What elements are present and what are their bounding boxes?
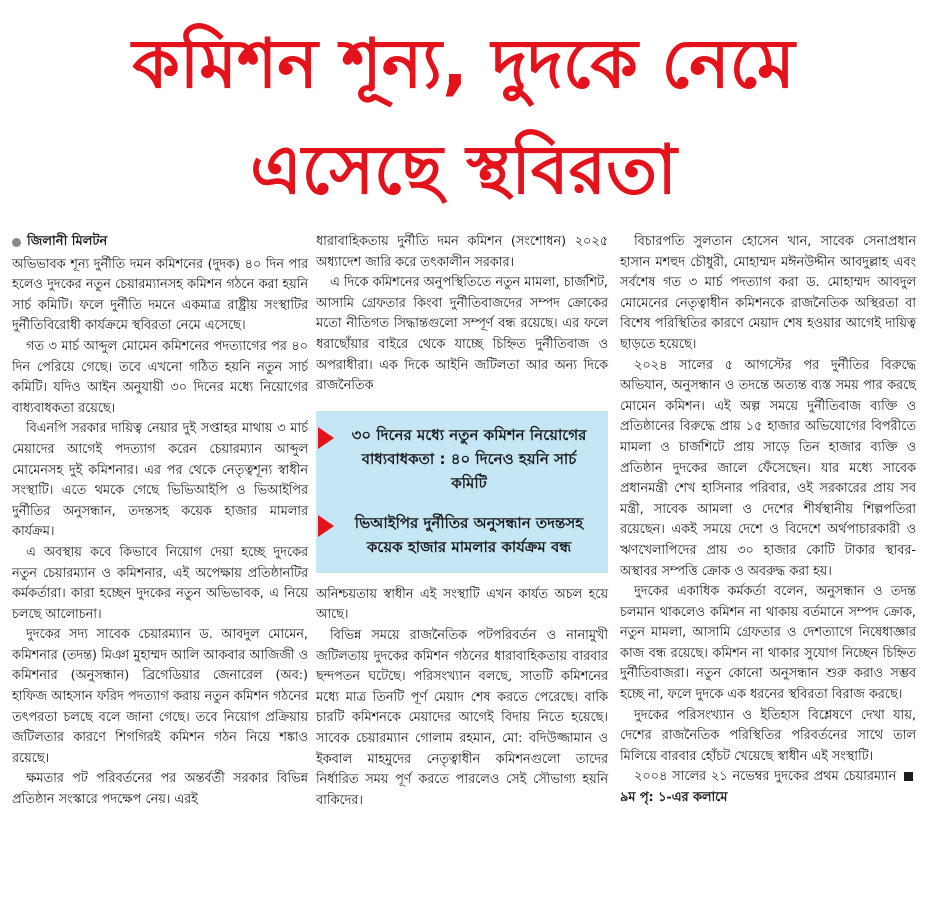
paragraph-text: ২০০৪ সালের ২১ নভেম্বর দুদকের প্রথম চেয়ারম্যান (634, 769, 897, 785)
paragraph: ক্ষমতার পট পরিবর্তনের পর অন্তর্বর্তী সরকার বিভিন্ন প্রতিষ্ঠান সংস্কারে পদক্ষেপ নেয়। এরই (12, 771, 308, 808)
continued-on-label: ৯ম পৃ: ১-এর কলামে (620, 790, 728, 806)
paragraph: দুদকের একাধিক কর্মকর্তা বলেন, অনুসন্ধান ও তদন্ত চলমান থাকলেও কমিশন না থাকায় বর্তমানে সম্পদ ক্রোক, নতুন মামলা, আসামি গ্রেফতার ও দেশত্যাগে নিষেধাজ্ঞার কাজ বন্ধ রয়েছে। কমিশন না থাকার সুযোগ নিচ্ছেন চিহ্নিত দুর্নীতিবাজরা। নতুন কোনো অনুসন্ধান শুরু করাও সম্ভব হচ্ছে না, ফলে দুদকে এক ধরনের স্থবিরতা বিরাজ করছে। (620, 584, 916, 703)
paragraph: বিচারপতি সুলতান হোসেন খান, সাবেক সেনাপ্রধান হাসান মশহুদ চৌধুরী, মোহাম্মদ মঈনউদ্দীন আবদুল্লাহ এবং সর্বশেষ গত ৩ মার্চ পদত্যাগ করা ড. মোহাম্মদ আবদুল মোমেনের নেতৃত্বাধীন কমিশনকে রাজনৈতিক অস্থিরতা বা বিশেষ পরিস্থিতির কারণে মেয়াদ শেষ হওয়ার আগেই দায়িত্ব ছাড়তে হয়েছে। (620, 234, 916, 352)
headline-line-2: এসেছে স্থবিরতা (250, 131, 677, 210)
pull-quote (344, 511, 594, 559)
paragraph: বিএনপি সরকার দায়িত্ব নেয়ার দুই সপ্তাহর মাথায় ৩ মার্চ মেয়াদের আগেই পদত্যাগ করেন চেয়ারম্যান আব্দুল মোমেনসহ দুই কমিশনার। এর পর থেকে নেতৃত্বশূন্য স্বাধীন সংস্থাটি। এতে থমকে গেছে ভিভিআইপি ও ভিআইপির দুর্নীতির অনুসন্ধান, তদন্তসহ কয়েক হাজার মামলার কার্যক্রম। (12, 421, 308, 540)
paragraph: বিভিন্ন সময়ে রাজনৈতিক পটপরিবর্তন ও নানামুখী জটিলতায় দুদকের কমিশন গঠনের ধারাবাহিকতায় বারবার ছন্দপতন ঘটেছে। পরিসংখ্যান বলছে, সাতটি কমিশনের মধ্যে মাত্র তিনটি পূর্ণ মেয়াদ শেষ করতে পেরেছে। বাকি চারটি কমিশনকে মেয়াদের আগেই বিদায় নিতে হয়েছে। সাবেক চেয়ারম্যান গোলাম রহমান, মো: বদিউজ্জামান ও ইকবাল মাহমুদের নেতৃত্বাধীন কমিশনগুলো তাদের নির্ধারিত সময় পূর্ণ করতে পারলেও সেই সৌভাগ্য হয়নি বাকিদের। (316, 627, 608, 808)
article-column-2 (316, 232, 608, 811)
byline-author: জিলানী মিলটন (27, 234, 108, 249)
paragraph: অভিভাবক শূন্য দুর্নীতি দমন কমিশনের (দুদক) ৪০ দিন পার হলেও দুদকের নতুন চেয়ারম্যানসহ কমিশন গঠনে করা হয়নি সার্চ কমিটি। ফলে দুর্নীতি দমনে একমাত্র রাষ্ট্রীয় সংস্থাটির দুর্নীতিবিরোধী কার্যক্রমে স্থবিরতা নেমে এসেছে। (12, 256, 308, 334)
square-marker-icon (904, 772, 913, 781)
paragraph-with-jump (620, 767, 916, 808)
pull-quote-box (316, 411, 608, 573)
paragraph: এ অবস্থায় কবে কিভাবে নিয়োগ দেয়া হচ্ছে দুদকের নতুন চেয়ারম্যান ও কমিশনার, এই অপেক্ষায় প্রতিষ্ঠানটির কর্মকর্তারা। কারা হচ্ছেন দুদকের নতুন অভিভাবক, এ নিয়ে চলছে আলোচনা। (12, 544, 308, 622)
triangle-marker-icon (318, 427, 334, 449)
paragraph: এ দিকে কমিশনের অনুপস্থিতিতে নতুন মামলা, চার্জশিট, আসামি গ্রেফতার কিংবা দুর্নীতিবাজদের সম্পদ ক্রোকের মতো নীতিগত সিদ্ধান্তগুলো সম্পূর্ণ বন্ধ রয়েছে। এর ফলে ধরাছোঁয়ার বাইরে থেকে যাচ্ছে চিহ্নিত দুর্নীতিবাজ ও অপরাধীরা। এক দিকে আইনি জটিলতা আর অন্য দিকে রাজনৈতিক (316, 275, 608, 394)
pull-quote (344, 423, 594, 495)
pull-quote-text: ভিআইপির দুর্নীতির অনুসন্ধান তদন্তসহ কয়েক হাজার মামলার কার্যক্রম বন্ধ (354, 513, 584, 556)
paragraph: ধারাবাহিকতায় দুর্নীতি দমন কমিশন (সংশোধন) ২০২৫ অধ্যাদেশ জারি করে তৎকালীন সরকার। (316, 234, 608, 270)
paragraph: অনিশ্চয়তায় স্বাধীন এই সংস্থাটি এখন কার্যত অচল হয়ে আছে। (316, 586, 608, 623)
article-column-1 (12, 232, 308, 811)
paragraph: দুদকের সদ্য সাবেক চেয়ারম্যান ড. আবদুল মোমেন, কমিশনার (তদন্ত) মিঞা মুহাম্মদ আলি আকবার আজিজী ও কমিশনার (অনুসন্ধান) ব্রিগেডিয়ার জেনারেল (অব:) হাফিজ আহসান ফরিদ পদত্যাগ করায় নতুন কমিশন গঠনের তৎপরতা চলছে বলে জানা গেছে। তবে নিয়োগ প্রক্রিয়ায় জটিলতার কারণে শিগগিরই কমিশন গঠন নিয়ে শঙ্কাও রয়েছে। (12, 627, 308, 766)
pull-quote-text: ৩০ দিনের মধ্যে নতুন কমিশন নিয়োগের বাধ্যবাধকতা : ৪০ দিনেও হয়নি সার্চ কমিটি (351, 425, 587, 492)
paragraph: ২০২৪ সালের ৫ আগস্টের পর দুর্নীতির বিরুদ্ধে অভিযান, অনুসন্ধান ও তদন্তে অত্যন্ত ব্যস্ত সময় পার করছে মোমেন কমিশন। এই অল্প সময়ে দুর্নীতিবাজ ব্যক্তি ও প্রতিষ্ঠানের বিরুদ্ধে প্রায় ১৫ হাজার অভিযোগের বিপরীতে মামলা ও চার্জশিটে প্রায় সাড়ে তিন হাজার ব্যক্তি ও প্রতিষ্ঠান দুদকের জালে ফেঁসেছেন। যার মধ্যে সাবেক প্রধানমন্ত্রী শেখ হাসিনার পরিবার, ওই সরকারের প্রায় সব মন্ত্রী, সাবেক আমলা ও দেশের শীর্ষস্থানীয় শিল্পপতিরা রয়েছেন। একই সময়ে দেশে ও বিদেশে অর্থপাচারকারী ও ঋণখেলাপিদের প্রায় ৩০ হাজার কোটি টাকার স্থাবর-অস্থাবর সম্পত্তি ক্রোক ও অবরুদ্ধ করা হয়। (620, 357, 916, 579)
byline-bullet-icon (12, 238, 21, 247)
headline-line-1: কমিশন শূন্য, দুদকে নেমে (132, 25, 795, 104)
article-column-3 (620, 232, 916, 809)
byline (12, 232, 308, 253)
triangle-marker-icon (318, 515, 334, 537)
paragraph: দুদকের পরিসংখ্যান ও ইতিহাস বিশ্লেষণে দেখা যায়, দেশের রাজনৈতিক পরিস্থিতির পরিবর্তনের সাথে তাল মিলিয়ে বারবার হোঁচট খেয়েছে স্বাধীন এই সংস্থাটি। (620, 707, 916, 764)
paragraph: গত ৩ মার্চ আব্দুল মোমেন কমিশনের পদত্যাগের পর ৪০ দিন পেরিয়ে গেছে। তবে এখনো গঠিত হয়নি নতুন সার্চ কমিটি। যদিও আইন অনুযায়ী ৩০ দিনের মধ্যে নিয়োগের বাধ্যবাধকতা রয়েছে। (12, 338, 308, 416)
